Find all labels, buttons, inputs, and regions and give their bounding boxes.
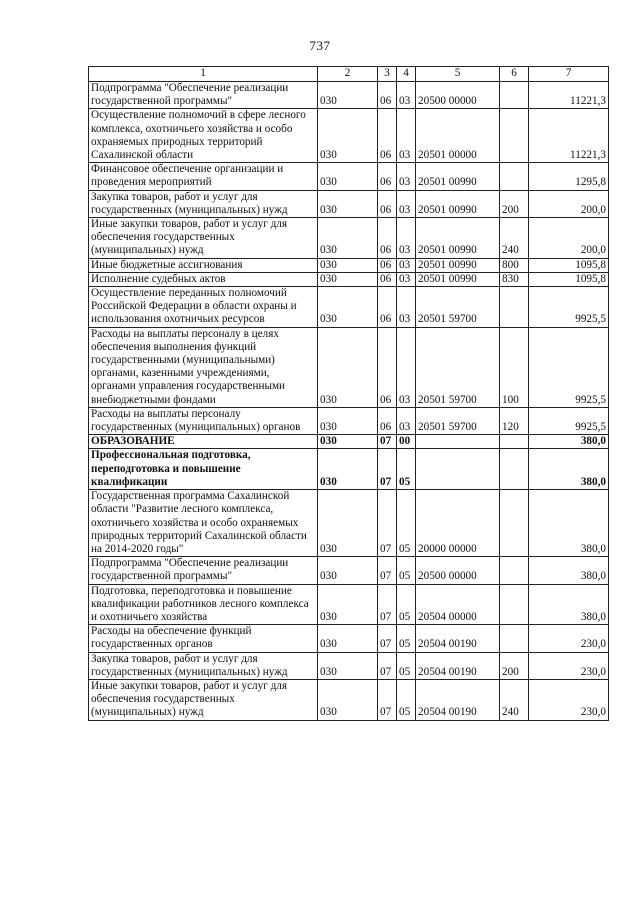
admin-code: 030 xyxy=(318,82,378,109)
header-row xyxy=(89,67,609,82)
row-name: ОБРАЗОВАНИЕ xyxy=(89,435,318,449)
amount: 200,0 xyxy=(529,190,609,217)
expense-type: 120 xyxy=(500,407,529,434)
row-name: Осуществление полномочий в сфере лесного комплекса, охотничьего хозяйства и особо охраняемых природных территорий Сахалинской области xyxy=(89,109,318,163)
amount: 11221,3 xyxy=(529,82,609,109)
header-col-5: 5 xyxy=(416,67,500,82)
row-name: Подготовка, переподготовка и повышение квалификации работников лесного комплекса и охотничьего хозяйства xyxy=(89,584,318,625)
expense-type xyxy=(500,625,529,652)
target-article: 20501 00990 xyxy=(416,190,500,217)
header-col-2: 2 xyxy=(318,67,378,82)
section-code: 07 xyxy=(378,679,397,720)
section-code: 06 xyxy=(378,190,397,217)
admin-code: 030 xyxy=(318,327,378,407)
table-row xyxy=(89,652,609,679)
budget-table xyxy=(88,66,609,721)
section-code: 07 xyxy=(378,625,397,652)
target-article: 20501 00990 xyxy=(416,163,500,190)
admin-code: 030 xyxy=(318,557,378,584)
amount: 9925,5 xyxy=(529,407,609,434)
header-col-1: 1 xyxy=(89,67,318,82)
amount: 1095,8 xyxy=(529,258,609,272)
section-code: 07 xyxy=(378,490,397,557)
target-article: 20501 00000 xyxy=(416,109,500,163)
amount: 230,0 xyxy=(529,625,609,652)
expense-type xyxy=(500,287,529,328)
row-name: Подпрограмма "Обеспечение реализации государственной программы" xyxy=(89,82,318,109)
admin-code: 030 xyxy=(318,652,378,679)
table-row xyxy=(89,435,609,449)
target-article: 20500 00000 xyxy=(416,557,500,584)
target-article: 20000 00000 xyxy=(416,490,500,557)
row-name: Иные закупки товаров, работ и услуг для обеспечения государственных (муниципальных) нужд xyxy=(89,218,318,259)
table-row xyxy=(89,109,609,163)
admin-code: 030 xyxy=(318,449,378,490)
section-code: 07 xyxy=(378,557,397,584)
target-article: 20504 00190 xyxy=(416,652,500,679)
header-col-3: 3 xyxy=(378,67,397,82)
row-name: Финансовое обеспечение организации и проведения мероприятий xyxy=(89,163,318,190)
amount: 380,0 xyxy=(529,435,609,449)
target-article: 20501 00990 xyxy=(416,272,500,286)
row-name: Закупка товаров, работ и услуг для государственных (муниципальных) нужд xyxy=(89,652,318,679)
section-code: 06 xyxy=(378,272,397,286)
amount: 1095,8 xyxy=(529,272,609,286)
target-article: 20501 59700 xyxy=(416,327,500,407)
expense-type: 200 xyxy=(500,190,529,217)
admin-code: 030 xyxy=(318,258,378,272)
section-code: 07 xyxy=(378,435,397,449)
table-row xyxy=(89,449,609,490)
expense-type: 100 xyxy=(500,327,529,407)
table-row xyxy=(89,258,609,272)
subsection-code: 05 xyxy=(397,679,416,720)
subsection-code: 05 xyxy=(397,490,416,557)
header-col-7: 7 xyxy=(529,67,609,82)
row-name: Исполнение судебных актов xyxy=(89,272,318,286)
section-code: 06 xyxy=(378,109,397,163)
table-row xyxy=(89,490,609,557)
admin-code: 030 xyxy=(318,272,378,286)
section-code: 07 xyxy=(378,449,397,490)
row-name: Осуществление переданных полномочий Российской Федерации в области охраны и использования охотничьих ресурсов xyxy=(89,287,318,328)
table-row xyxy=(89,218,609,259)
table-row xyxy=(89,272,609,286)
target-article: 20504 00000 xyxy=(416,584,500,625)
admin-code: 030 xyxy=(318,435,378,449)
expense-type xyxy=(500,163,529,190)
expense-type: 200 xyxy=(500,652,529,679)
section-code: 06 xyxy=(378,163,397,190)
row-name: Закупка товаров, работ и услуг для государственных (муниципальных) нужд xyxy=(89,190,318,217)
table-row xyxy=(89,679,609,720)
admin-code: 030 xyxy=(318,287,378,328)
subsection-code: 05 xyxy=(397,584,416,625)
subsection-code: 03 xyxy=(397,190,416,217)
subsection-code: 03 xyxy=(397,218,416,259)
subsection-code: 03 xyxy=(397,82,416,109)
expense-type xyxy=(500,109,529,163)
subsection-code: 05 xyxy=(397,625,416,652)
subsection-code: 03 xyxy=(397,109,416,163)
row-name: Расходы на обеспечение функций государственных органов xyxy=(89,625,318,652)
expense-type: 240 xyxy=(500,218,529,259)
expense-type xyxy=(500,82,529,109)
target-article: 20501 00990 xyxy=(416,218,500,259)
row-name: Профессиональная подготовка, переподготовка и повышение квалификации xyxy=(89,449,318,490)
table-row xyxy=(89,287,609,328)
expense-type xyxy=(500,557,529,584)
admin-code: 030 xyxy=(318,679,378,720)
amount: 200,0 xyxy=(529,218,609,259)
target-article: 20504 00190 xyxy=(416,679,500,720)
subsection-code: 05 xyxy=(397,557,416,584)
table-row xyxy=(89,625,609,652)
table-row xyxy=(89,190,609,217)
amount: 230,0 xyxy=(529,652,609,679)
section-code: 06 xyxy=(378,82,397,109)
section-code: 06 xyxy=(378,258,397,272)
table-row xyxy=(89,327,609,407)
subsection-code: 03 xyxy=(397,327,416,407)
subsection-code: 03 xyxy=(397,287,416,328)
section-code: 06 xyxy=(378,327,397,407)
admin-code: 030 xyxy=(318,407,378,434)
header-col-4: 4 xyxy=(397,67,416,82)
table-row xyxy=(89,407,609,434)
admin-code: 030 xyxy=(318,584,378,625)
section-code: 06 xyxy=(378,218,397,259)
subsection-code: 05 xyxy=(397,449,416,490)
row-name: Иные закупки товаров, работ и услуг для обеспечения государственных (муниципальных) нужд xyxy=(89,679,318,720)
table-body xyxy=(89,82,609,721)
admin-code: 030 xyxy=(318,625,378,652)
subsection-code: 03 xyxy=(397,163,416,190)
table-row xyxy=(89,557,609,584)
target-article: 20500 00000 xyxy=(416,82,500,109)
amount: 380,0 xyxy=(529,490,609,557)
expense-type xyxy=(500,435,529,449)
amount: 9925,5 xyxy=(529,287,609,328)
row-name: Государственная программа Сахалинской области "Развитие лесного комплекса, охотничьего хозяйства и особо охраняемых природных территорий Сахалинской области на 2014-2020 годы" xyxy=(89,490,318,557)
expense-type xyxy=(500,584,529,625)
section-code: 06 xyxy=(378,407,397,434)
row-name: Подпрограмма "Обеспечение реализации государственной программы" xyxy=(89,557,318,584)
admin-code: 030 xyxy=(318,490,378,557)
amount: 1295,8 xyxy=(529,163,609,190)
expense-type xyxy=(500,449,529,490)
admin-code: 030 xyxy=(318,163,378,190)
target-article xyxy=(416,435,500,449)
row-name: Расходы на выплаты персоналу государственных (муниципальных) органов xyxy=(89,407,318,434)
target-article: 20501 59700 xyxy=(416,407,500,434)
expense-type: 800 xyxy=(500,258,529,272)
expense-type: 830 xyxy=(500,272,529,286)
header-col-6: 6 xyxy=(500,67,529,82)
amount: 380,0 xyxy=(529,557,609,584)
amount: 9925,5 xyxy=(529,327,609,407)
subsection-code: 03 xyxy=(397,272,416,286)
amount: 380,0 xyxy=(529,584,609,625)
table-row xyxy=(89,584,609,625)
expense-type: 240 xyxy=(500,679,529,720)
expense-type xyxy=(500,490,529,557)
section-code: 06 xyxy=(378,287,397,328)
target-article: 20501 00990 xyxy=(416,258,500,272)
subsection-code: 03 xyxy=(397,407,416,434)
admin-code: 030 xyxy=(318,190,378,217)
table-row xyxy=(89,82,609,109)
table-row xyxy=(89,163,609,190)
subsection-code: 03 xyxy=(397,258,416,272)
admin-code: 030 xyxy=(318,218,378,259)
target-article: 20501 59700 xyxy=(416,287,500,328)
row-name: Расходы на выплаты персоналу в целях обеспечения выполнения функций государственными (муниципальными) органами, казенными учреждениями, органами управления государственными внебюджетными фондами xyxy=(89,327,318,407)
section-code: 07 xyxy=(378,584,397,625)
amount: 230,0 xyxy=(529,679,609,720)
target-article: 20504 00190 xyxy=(416,625,500,652)
target-article xyxy=(416,449,500,490)
amount: 380,0 xyxy=(529,449,609,490)
subsection-code: 00 xyxy=(397,435,416,449)
page-number: 737 xyxy=(309,38,331,53)
section-code: 07 xyxy=(378,652,397,679)
admin-code: 030 xyxy=(318,109,378,163)
row-name: Иные бюджетные ассигнования xyxy=(89,258,318,272)
subsection-code: 05 xyxy=(397,652,416,679)
amount: 11221,3 xyxy=(529,109,609,163)
